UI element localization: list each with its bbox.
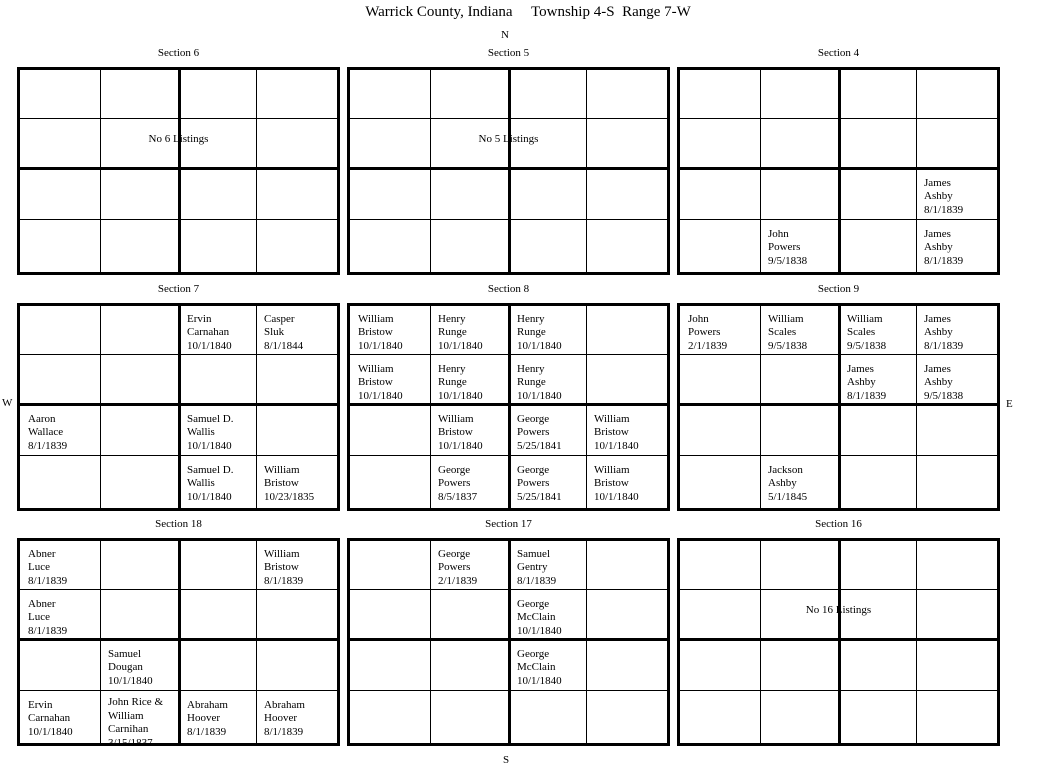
land-entry [256,541,340,591]
section-title: Section 8 [487,283,530,295]
entry-line: Samuel D. [187,412,234,425]
section-grid [677,303,1000,511]
quarter-line [760,541,761,743]
land-entry [586,457,670,507]
entry-line: George [438,463,471,476]
half-section-line [680,638,997,641]
section-grid [17,303,340,511]
entry-line: William [358,312,394,325]
land-entry [509,541,589,591]
land-entry [839,306,919,356]
entry-line: Runge [517,326,546,339]
land-entry [179,457,259,507]
entry-line: Henry [438,362,466,375]
land-entry [509,306,589,356]
entry-line: 9/5/1838 [924,389,964,402]
section-18 [17,518,340,749]
entry-line: 8/1/1839 [28,439,68,452]
entry-line: Bristow [358,326,393,339]
entry-line: 10/23/1835 [264,490,315,503]
entry-line: 10/1/1840 [594,439,639,452]
land-entry [256,306,340,356]
land-entry [179,306,259,356]
entry-line: 10/1/1840 [187,490,232,503]
entry-line: 10/1/1840 [187,439,232,452]
section-title: Section 7 [157,283,200,295]
quarter-line [20,118,337,119]
entry-line: Powers [517,477,550,490]
entry-line: Runge [438,326,467,339]
entry-line: Hoover [187,712,220,725]
quarter-line [350,219,667,220]
land-entry [430,541,510,591]
entry-line: Wallis [187,477,215,490]
entry-line: William [264,547,300,560]
entry-line: Henry [517,312,545,325]
entry-line: William [594,412,630,425]
entry-line: Ashby [768,477,797,490]
land-entry [350,356,430,406]
entry-line: 10/1/1840 [187,339,232,352]
section-title: Section 9 [817,283,860,295]
entry-line: 8/1/1839 [924,339,964,352]
land-entry [760,457,840,507]
entry-line: Abner [28,547,56,560]
section-grid [677,538,1000,746]
section-6 [17,47,340,275]
entry-line: 10/1/1840 [438,389,483,402]
entry-line: 8/1/1839 [28,624,68,637]
quarter-line [350,118,667,119]
compass-south: S [503,754,510,766]
page-title: Warrick County, Indiana Township 4-S Range 7-W [365,4,691,20]
entry-line: Samuel [108,647,141,660]
entry-line: Runge [517,376,546,389]
entry-line: Ashby [924,241,953,254]
entry-line: McClain [517,611,556,624]
entry-line: William [358,362,394,375]
entry-line: 3/15/1837 [108,736,153,749]
entry-line: 10/1/1840 [358,389,403,402]
quarter-line [430,70,431,272]
land-entry [586,406,670,456]
entry-line: Henry [517,362,545,375]
section-grid [347,303,670,511]
quarter-line [100,306,101,508]
entry-line: 8/1/1839 [264,574,304,587]
land-entry [760,221,840,271]
quarter-line [100,70,101,272]
entry-line: 8/1/1839 [924,203,964,216]
section-grid [347,538,670,746]
compass-west: W [2,397,13,409]
entry-line: 8/5/1837 [438,490,478,503]
land-entry [430,457,510,507]
land-entry [256,692,340,742]
entry-line: 5/25/1841 [517,490,562,503]
entry-line: Scales [768,326,797,339]
land-entry [509,591,589,641]
no-listings-note: No 5 Listings [478,133,539,145]
entry-line: Powers [438,561,471,574]
section-title: Section 17 [485,518,532,530]
entry-line: 10/1/1840 [438,339,483,352]
section-9 [677,283,1000,511]
section-title: Section 16 [815,518,862,530]
entry-line: James [847,362,874,375]
entry-line: Bristow [264,477,299,490]
entry-line: Bristow [358,376,393,389]
land-entry [680,306,760,356]
entry-line: Powers [438,477,471,490]
land-entry [256,457,340,507]
entry-line: Ashby [924,326,953,339]
land-entry [20,406,100,456]
land-entry [20,541,100,591]
quarter-line [680,589,997,590]
entry-line: John [688,312,709,325]
entry-line: James [924,362,951,375]
entry-line: 9/5/1838 [847,339,887,352]
section-grid [677,67,1000,275]
entry-line: Carnihan [108,723,149,735]
entry-line: 10/1/1840 [358,339,403,352]
section-grid [17,67,340,275]
entry-line: Aaron [28,412,56,425]
entry-line: Luce [28,611,50,624]
half-section-line [178,70,181,272]
half-section-line [508,70,511,272]
entry-line: William [847,312,883,325]
entry-line: Samuel D. [187,463,234,476]
land-entry [916,356,1000,406]
entry-line: Wallace [28,426,64,439]
land-entry [509,457,589,507]
land-entry [430,356,510,406]
entry-line: George [517,597,550,610]
compass-east: E [1006,398,1013,410]
section-5 [347,47,670,275]
entry-line: Sluk [264,326,285,339]
section-title: Section 5 [487,47,530,59]
section-16 [677,518,1000,746]
land-entry [20,692,100,742]
section-grid [347,67,670,275]
entry-line: Dougan [108,661,143,674]
land-entry [100,692,180,749]
entry-line: 2/1/1839 [438,574,478,587]
land-entry [509,356,589,406]
entry-line: Carnahan [28,712,71,725]
entry-line: Runge [438,376,467,389]
entry-line: George [517,412,550,425]
entry-line: George [517,647,550,660]
entry-line: 9/5/1838 [768,339,808,352]
land-entry [430,306,510,356]
entry-line: William [438,412,474,425]
no-listings-note: No 6 Listings [148,133,209,145]
entry-line: 5/1/1845 [768,490,808,503]
entry-line: Bristow [594,477,629,490]
entry-line: William [108,709,144,722]
entry-line: Abner [28,597,56,610]
entry-line: Ervin [28,698,53,711]
entry-line: Ashby [924,190,953,203]
entry-line: 8/1/1839 [187,725,227,738]
entry-line: Carnahan [187,326,230,339]
half-section-line [20,167,337,170]
entry-line: Powers [768,241,801,254]
land-entry [916,306,1000,356]
entry-line: William [594,463,630,476]
entry-line: Samuel [517,547,550,560]
entry-line: Ashby [924,376,953,389]
land-entry [179,406,259,456]
entry-line: Bristow [264,561,299,574]
entry-line: Bristow [594,426,629,439]
land-entry [916,221,1000,271]
entry-line: William [768,312,804,325]
land-entry [350,306,430,356]
entry-line: Gentry [517,561,548,574]
entry-line: Ervin [187,312,212,325]
land-entry [839,356,919,406]
section-title: Section 6 [157,47,200,59]
quarter-line [916,541,917,743]
entry-line: John [768,227,789,240]
entry-line: 8/1/1839 [264,725,304,738]
section-title: Section 18 [155,518,202,530]
land-entry [760,306,840,356]
entry-line: William [264,463,300,476]
entry-line: 8/1/1839 [847,389,887,402]
entry-line: Jackson [768,463,803,476]
section-grid [17,538,340,749]
land-entry [916,170,1000,220]
entry-line: Hoover [264,712,297,725]
entry-line: James [924,312,951,325]
entry-line: 8/1/1839 [28,574,68,587]
quarter-line [680,455,997,456]
entry-line: Scales [847,326,876,339]
entry-line: Powers [517,426,550,439]
entry-line: 8/1/1844 [264,339,304,352]
land-entry [20,591,100,641]
entry-line: Casper [264,312,295,325]
quarter-line [20,219,337,220]
entry-line: 10/1/1840 [517,674,562,687]
entry-line: 10/1/1840 [438,439,483,452]
entry-line: 10/1/1840 [517,339,562,352]
entry-line: 10/1/1840 [594,490,639,503]
entry-line: 10/1/1840 [517,389,562,402]
compass-north: N [501,29,509,41]
no-listings-note: No 16 Listings [805,604,872,616]
half-section-line [350,167,667,170]
land-entry [509,406,589,456]
entry-line: Abraham [187,698,228,711]
entry-line: 10/1/1840 [108,674,153,687]
entry-line: 10/1/1840 [28,725,73,738]
quarter-line [586,70,587,272]
quarter-line [680,690,997,691]
section-17 [347,518,670,746]
entry-line: George [517,463,550,476]
entry-line: Powers [688,326,721,339]
entry-line: 8/1/1839 [924,254,964,267]
entry-line: Ashby [847,376,876,389]
entry-line: Luce [28,561,50,574]
entry-line: Henry [438,312,466,325]
section-title: Section 4 [817,47,860,59]
entry-line: George [438,547,471,560]
entry-line: John Rice & [108,696,163,708]
entry-line: 10/1/1840 [517,624,562,637]
entry-line: 9/5/1838 [768,254,808,267]
entry-line: James [924,176,951,189]
land-entry [509,641,589,691]
section-4 [677,47,1000,275]
land-entry [179,692,259,742]
entry-line: James [924,227,951,240]
land-entry [100,641,180,691]
entry-line: 8/1/1839 [517,574,557,587]
land-entry [430,406,510,456]
quarter-line [256,70,257,272]
entry-line: 2/1/1839 [688,339,728,352]
quarter-line [680,118,997,119]
section-8 [347,283,670,511]
entry-line: 5/25/1841 [517,439,562,452]
half-section-line [838,541,841,743]
entry-line: Wallis [187,426,215,439]
entry-line: Abraham [264,698,305,711]
entry-line: McClain [517,661,556,674]
entry-line: Bristow [438,426,473,439]
section-7 [17,283,340,511]
